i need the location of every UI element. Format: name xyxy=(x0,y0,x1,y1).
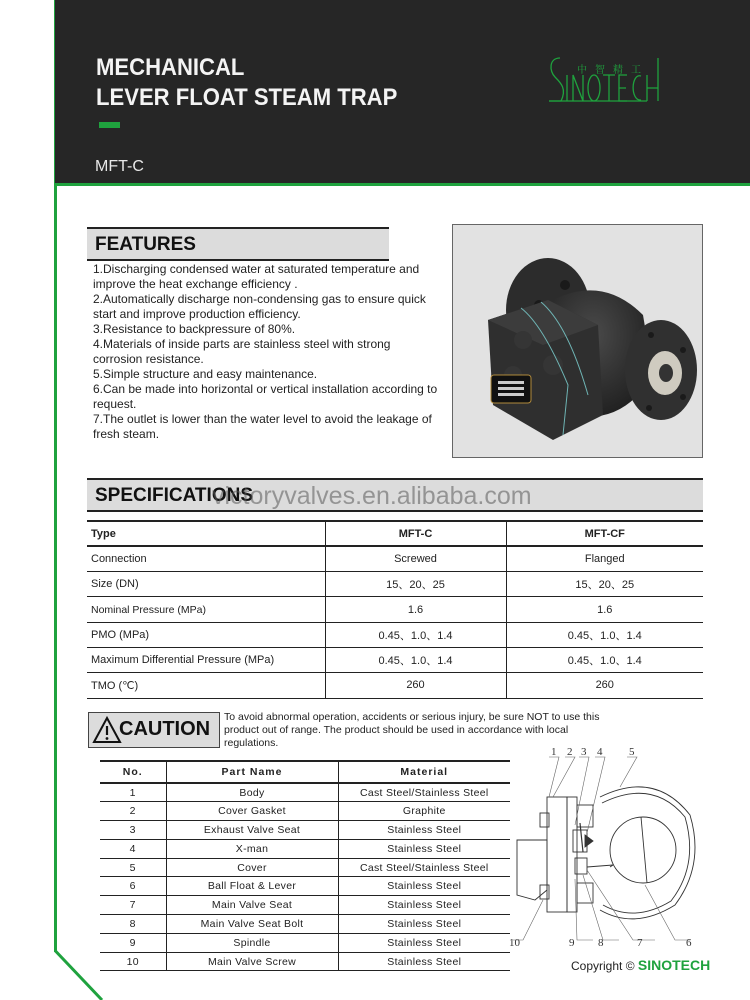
part-number: 3 xyxy=(100,821,166,840)
specifications-heading: SPECIFICATIONS xyxy=(95,485,253,506)
part-material: Stainless Steel xyxy=(338,821,510,840)
part-number: 1 xyxy=(100,783,166,802)
features-list xyxy=(93,262,438,442)
part-name: Ball Float & Lever xyxy=(166,877,338,896)
part-material: Stainless Steel xyxy=(338,952,510,971)
header-cell: MFT-C xyxy=(325,521,506,546)
table-header-row xyxy=(87,521,703,546)
copyright-notice xyxy=(571,957,710,973)
part-name: Main Valve Seat xyxy=(166,896,338,915)
part-name: Exhaust Valve Seat xyxy=(166,821,338,840)
spec-value: Screwed xyxy=(325,546,506,571)
spec-value: 1.6 xyxy=(506,597,703,622)
part-name: Main Valve Screw xyxy=(166,952,338,971)
part-material: Stainless Steel xyxy=(338,915,510,934)
spec-value: 0.45、1.0、1.4 xyxy=(325,647,506,672)
table-header-row xyxy=(100,761,510,783)
table-row xyxy=(87,647,703,672)
part-material: Cast Steel/Stainless Steel xyxy=(338,858,510,877)
diagram-label: 4 xyxy=(597,746,603,758)
part-number: 2 xyxy=(100,802,166,821)
spec-value: 0.45、1.0、1.4 xyxy=(325,622,506,647)
part-name: X-man xyxy=(166,839,338,858)
part-name: Spindle xyxy=(166,933,338,952)
spec-value: 0.45、1.0、1.4 xyxy=(506,622,703,647)
part-material: Stainless Steel xyxy=(338,933,510,952)
part-name: Body xyxy=(166,783,338,802)
spec-label: Size (DN) xyxy=(87,572,325,597)
logo-chinese-text: 中智精工 xyxy=(577,65,649,76)
part-material: Cast Steel/Stainless Steel xyxy=(338,783,510,802)
table-row xyxy=(100,783,510,802)
caution-badge xyxy=(88,712,220,748)
diagram-label: 3 xyxy=(581,746,587,758)
caution-label: CAUTION xyxy=(119,718,211,740)
table-row xyxy=(87,673,703,698)
header-cell: MFT-CF xyxy=(506,521,703,546)
diagram-label: 2 xyxy=(567,746,573,758)
caution-text: To avoid abnormal operation, accidents or serious injury, be sure NOT to use this product out of range. The product should be used in accordance with local regulations. xyxy=(224,711,600,749)
spec-value: Flanged xyxy=(506,546,703,571)
steam-trap-illustration-icon xyxy=(453,225,704,459)
feature-item: 2.Automatically discharge non-condensing gas to ensure quick start and improve production efficiency. xyxy=(93,292,426,321)
part-name: Cover Gasket xyxy=(166,802,338,821)
table-row xyxy=(100,952,510,971)
spec-label: Nominal Pressure (MPa) xyxy=(87,597,325,622)
diagram-label: 1 xyxy=(551,746,557,758)
part-name: Main Valve Seat Bolt xyxy=(166,915,338,934)
product-photo xyxy=(452,224,703,458)
table-row xyxy=(87,597,703,622)
copyright-brand: SINOTECH xyxy=(637,957,711,973)
part-material: Stainless Steel xyxy=(338,896,510,915)
header-cell: Type xyxy=(87,521,325,546)
feature-item: 5.Simple structure and easy maintenance. xyxy=(93,367,318,381)
features-heading: FEATURES xyxy=(95,234,196,255)
header-cell: Part Name xyxy=(166,761,338,783)
page-title xyxy=(96,53,397,113)
spec-label: PMO (MPa) xyxy=(87,622,325,647)
spec-label: TMO (℃) xyxy=(87,673,325,698)
spec-value: 15、20、25 xyxy=(325,572,506,597)
diagram-label: 8 xyxy=(598,937,604,949)
table-row xyxy=(87,622,703,647)
part-number: 9 xyxy=(100,933,166,952)
spec-value: 15、20、25 xyxy=(506,572,703,597)
diagram-label: 5 xyxy=(629,746,635,758)
title-line-1: MECHANICAL xyxy=(96,54,245,81)
title-accent-dash xyxy=(99,122,120,128)
spec-value: 1.6 xyxy=(325,597,506,622)
feature-item: 7.The outlet is lower than the water level to avoid the leakage of fresh steam. xyxy=(93,412,432,441)
feature-item: 3.Resistance to backpressure of 80%. xyxy=(93,322,296,336)
table-row xyxy=(100,915,510,934)
header-cell: Material xyxy=(338,761,510,783)
sinotech-logo xyxy=(547,55,672,105)
feature-item: 6.Can be made into horizontal or vertical installation according to request. xyxy=(93,382,438,411)
diagram-label: 9 xyxy=(569,937,575,949)
parts-table xyxy=(100,760,510,971)
header-cell: No. xyxy=(100,761,166,783)
part-number: 4 xyxy=(100,839,166,858)
table-row xyxy=(100,896,510,915)
specifications-table xyxy=(87,520,703,699)
spec-label: Connection xyxy=(87,546,325,571)
watermark-text: victoryvalves.en.alibaba.com xyxy=(212,482,532,510)
title-line-2: LEVER FLOAT STEAM TRAP xyxy=(96,84,398,111)
copyright-prefix: Copyright © xyxy=(571,959,635,973)
diagram-label: 6 xyxy=(686,937,692,949)
spec-value: 0.45、1.0、1.4 xyxy=(506,647,703,672)
part-number: 7 xyxy=(100,896,166,915)
warning-triangle-icon xyxy=(92,716,122,744)
table-row xyxy=(100,933,510,952)
part-number: 10 xyxy=(100,952,166,971)
table-row xyxy=(100,839,510,858)
features-heading-bar xyxy=(87,227,389,261)
table-row xyxy=(87,546,703,571)
spec-value: 260 xyxy=(325,673,506,698)
part-material: Stainless Steel xyxy=(338,839,510,858)
diagram-label: 10 xyxy=(509,937,520,949)
spec-value: 260 xyxy=(506,673,703,698)
page-header xyxy=(55,0,750,186)
table-row xyxy=(100,821,510,840)
part-material: Graphite xyxy=(338,802,510,821)
table-row xyxy=(100,877,510,896)
spec-label: Maximum Differential Pressure (MPa) xyxy=(87,647,325,672)
feature-item: 4.Materials of inside parts are stainless steel with strong corrosion resistance. xyxy=(93,337,391,366)
part-number: 5 xyxy=(100,858,166,877)
part-name: Cover xyxy=(166,858,338,877)
table-row xyxy=(100,802,510,821)
feature-item: 1.Discharging condensed water at saturated temperature and improve the heat exchange efficiency . xyxy=(93,262,420,291)
cutaway-diagram xyxy=(505,745,705,955)
model-number: MFT-C xyxy=(95,158,144,175)
part-number: 6 xyxy=(100,877,166,896)
table-row xyxy=(87,572,703,597)
part-material: Stainless Steel xyxy=(338,877,510,896)
diagram-label: 7 xyxy=(637,937,643,949)
table-row xyxy=(100,858,510,877)
part-number: 8 xyxy=(100,915,166,934)
